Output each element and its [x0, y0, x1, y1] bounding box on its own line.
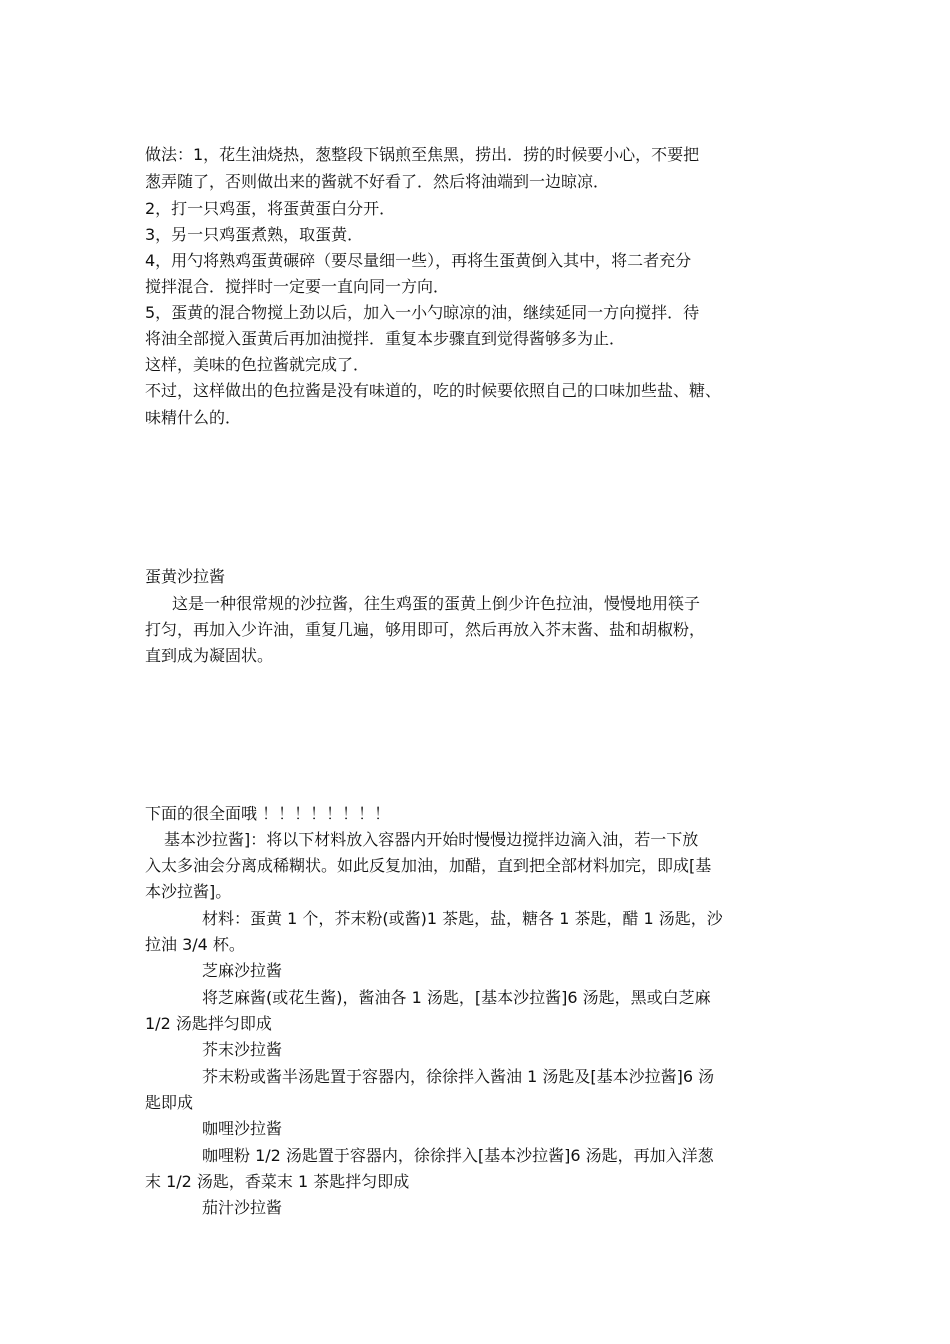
egg-yolk-desc-line-3: 直到成为凝固状。: [145, 646, 274, 665]
mustard-dressing-line-2: 匙即成: [145, 1093, 194, 1112]
curry-dressing-line-1: 咖哩粉 1/2 汤匙置于容器内，徐徐拌入[基本沙拉酱]6 汤匙，再加入洋葱: [202, 1146, 714, 1165]
method-note-line-2: 味精什么的．: [145, 408, 242, 427]
ingredients-line-2: 拉油 3/4 杯。: [145, 935, 245, 954]
method-step-1-line-2: 葱弄随了，否则做出来的酱就不好看了．然后将油端到一边晾凉．: [145, 172, 610, 191]
section-title-egg-yolk: 蛋黄沙拉酱: [145, 567, 226, 586]
method-step-3: 3，另一只鸡蛋煮熟，取蛋黄．: [145, 225, 364, 244]
curry-dressing-title: 咖哩沙拉酱: [202, 1119, 283, 1138]
method-note-line-1: 不过，这样做出的色拉酱是没有味道的，吃的时候要依照自己的口味加些盐、糖、: [145, 381, 722, 400]
basic-dressing-line-3: 本沙拉酱]。: [145, 882, 232, 901]
sesame-dressing-line-2: 1/2 汤匙拌匀即成: [145, 1014, 272, 1033]
method-done: 这样，美味的色拉酱就完成了．: [145, 355, 370, 374]
method-step-5-line-1: 5，蛋黄的混合物搅上劲以后，加入一小勺晾凉的油，继续延同一方向搅拌．待: [145, 303, 700, 322]
basic-dressing-line-2: 入太多油会分离成稀糊状。如此反复加油，加醋，直到把全部材料加完，即成[基: [145, 856, 712, 875]
sesame-dressing-title: 芝麻沙拉酱: [202, 961, 283, 980]
method-step-2: 2，打一只鸡蛋，将蛋黄蛋白分开．: [145, 199, 396, 218]
tomato-dressing-title: 茄汁沙拉酱: [202, 1198, 283, 1217]
egg-yolk-desc-line-2: 打匀，再加入少许油，重复几遍，够用即可，然后再放入芥末酱、盐和胡椒粉，: [145, 620, 706, 639]
mustard-dressing-line-1: 芥末粉或酱半汤匙置于容器内，徐徐拌入酱油 1 汤匙及[基本沙拉酱]6 汤: [202, 1067, 715, 1086]
method-step-4-line-1: 4，用勺将熟鸡蛋黄碾碎（要尽量细一些），再将生蛋黄倒入其中，将二者充分: [145, 251, 692, 270]
curry-dressing-line-2: 末 1/2 汤匙，香菜末 1 茶匙拌匀即成: [145, 1172, 410, 1191]
section-heading-full-list: 下面的很全面哦 ！！！！！！！！: [145, 804, 391, 823]
sesame-dressing-line-1: 将芝麻酱(或花生酱)，酱油各 1 汤匙，[基本沙拉酱]6 汤匙，黑或白芝麻: [202, 988, 711, 1007]
method-step-4-line-2: 搅拌混合．搅拌时一定要一直向同一方向．: [145, 277, 450, 296]
egg-yolk-desc-line-1: 这是一种很常规的沙拉酱，往生鸡蛋的蛋黄上倒少许色拉油，慢慢地用筷子: [172, 594, 701, 613]
mustard-dressing-title: 芥末沙拉酱: [202, 1040, 283, 1059]
method-step-5-line-2: 将油全部搅入蛋黄后再加油搅拌．重复本步骤直到觉得酱够多为止．: [145, 329, 626, 348]
basic-dressing-line-1: 基本沙拉酱]：将以下材料放入容器内开始时慢慢边搅拌边滴入油，若一下放: [164, 830, 699, 849]
method-step-1-line-1: 做法：1，花生油烧热，葱整段下锅煎至焦黑，捞出．捞的时候要小心，不要把: [145, 145, 700, 164]
ingredients-line-1: 材料：蛋黄 1 个，芥末粉(或酱)1 茶匙，盐，糖各 1 茶匙，醋 1 汤匙，沙: [202, 909, 723, 928]
